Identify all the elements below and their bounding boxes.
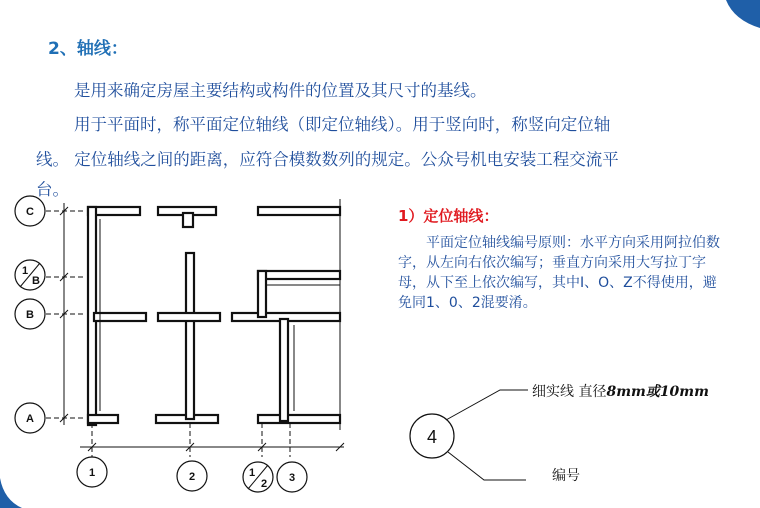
axis-bubble-B: [15, 299, 45, 329]
paragraph-usage-line2: 线。 定位轴线之间的距离，应符合模数数列的规定。公众号机电安装工程交流平: [36, 150, 619, 169]
floor-plan-diagram: [0, 185, 360, 495]
axis-bubble-A: [15, 403, 45, 433]
axis-bubble-1: [77, 457, 107, 487]
paragraph-usage-line3: 台。: [36, 180, 69, 199]
slide-corner-decoration-top-right: [720, 0, 760, 30]
numbering-rule-text: [398, 233, 728, 313]
svg-text:A: A: [26, 413, 34, 425]
svg-text:1: 1: [21, 265, 29, 277]
wall-right-inner-top: [258, 271, 340, 279]
wall-left-horizontal: [94, 313, 146, 321]
wall-center-vertical: [186, 253, 194, 419]
wall-bottom-right: [258, 415, 340, 423]
svg-text:2: 2: [188, 471, 196, 483]
sub-heading-positioning-axis: 1）定位轴线：: [398, 207, 499, 225]
paragraph-usage-line1: 用于平面时，称平面定位轴线（即定位轴线）。用于竖向时，称竖向定位轴: [74, 115, 611, 134]
svg-text:3: 3: [288, 472, 296, 484]
numbering-rule-content: 平面定位轴线编号原则：水平方向采用阿拉伯数字，从左向右依次编写；垂直方向采用大写拉丁字母，从下至上依次编写，其中I、O、Z不得使用，避免同1、0、2混要淆。: [398, 235, 720, 311]
wall-top-right: [258, 207, 340, 215]
section-heading: 2、轴线：: [48, 39, 128, 59]
svg-text:1: 1: [248, 467, 256, 479]
axis-bubble-1-over-B: [15, 260, 45, 290]
axis-bubble-3: [277, 462, 307, 492]
wall-bottom-left: [88, 415, 118, 423]
wall-right-inner-left: [258, 271, 266, 317]
legend-diameter-value: 8mm或10mm: [606, 384, 709, 400]
axis-bubble-2: [177, 461, 207, 491]
svg-text:B: B: [32, 275, 40, 287]
wall-center-horizontal: [158, 313, 220, 321]
legend-circle-number: 4: [426, 427, 438, 447]
wall-top-stub: [183, 213, 193, 227]
svg-text:B: B: [26, 309, 34, 321]
axis-bubble-1-over-2: [243, 462, 273, 492]
legend-line-annotation: [532, 381, 709, 401]
svg-text:2: 2: [260, 478, 268, 490]
legend-number-annotation: 编号: [552, 468, 580, 484]
svg-text:1: 1: [88, 467, 96, 479]
axis-bubble-legend: [400, 370, 540, 490]
svg-text:C: C: [26, 206, 34, 218]
axis-bubble-C: [15, 196, 45, 226]
legend-line-spec: 细实线 直径: [532, 384, 607, 400]
wall-right-lower-left: [280, 319, 288, 421]
paragraph-definition: 是用来确定房屋主要结构或构件的位置及其尺寸的基线。: [74, 81, 487, 100]
